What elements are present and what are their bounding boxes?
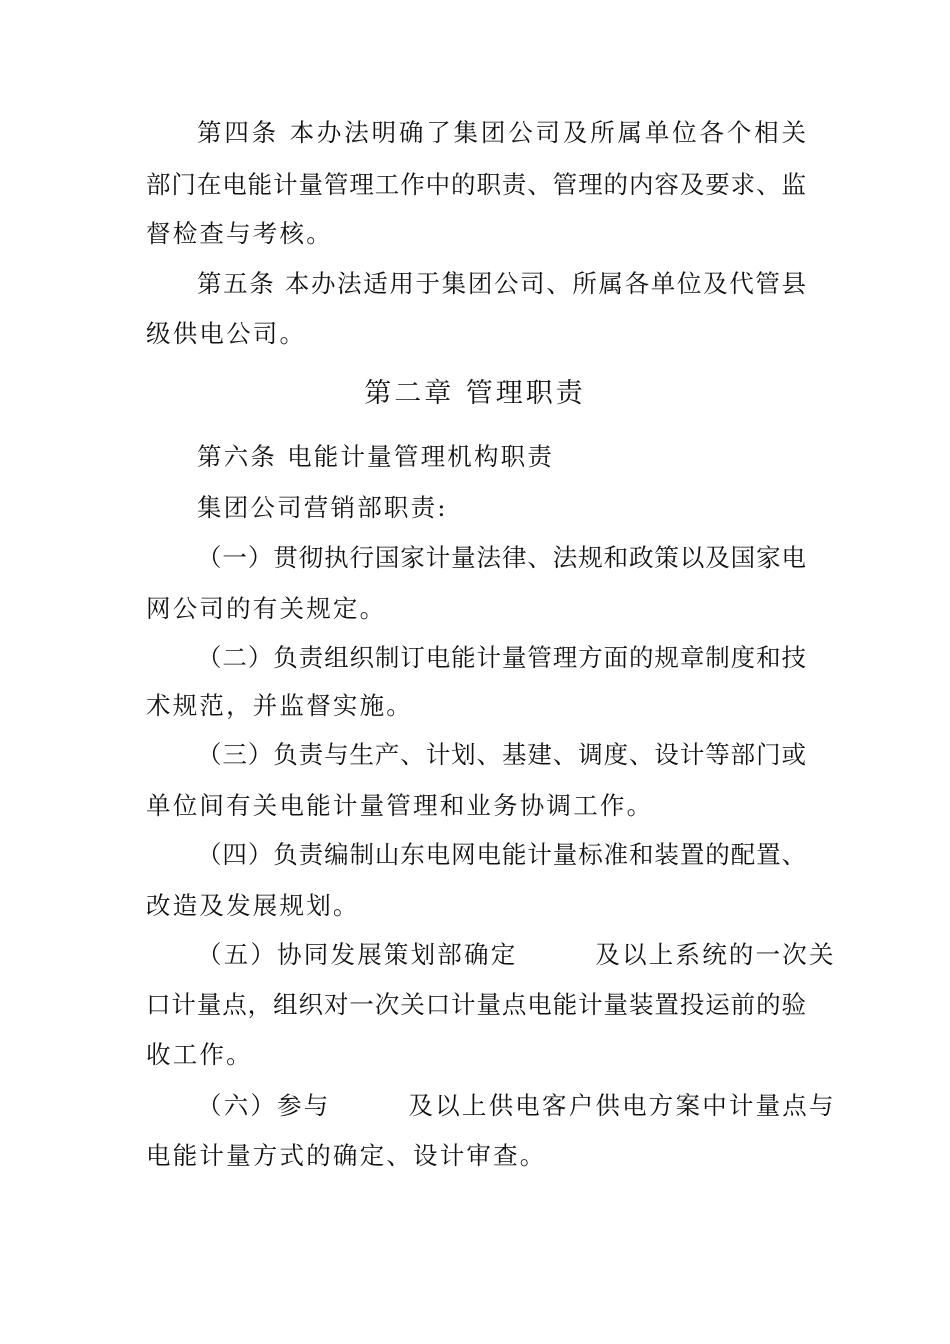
item6-line1-part-b: 及以上供电客户供电方案中计量点与 <box>408 1091 836 1120</box>
article6-heading: 第六条 电能计量管理机构职责 <box>197 442 555 471</box>
article5-line1: 第五条 本办法适用于集团公司、所属各单位及代管县 <box>197 269 806 298</box>
item3-line1: （三）负责与生产、计划、基建、调度、设计等部门或 <box>197 740 806 769</box>
item4-line1: （四）负责编制山东电网电能计量标准和装置的配置、 <box>197 840 806 869</box>
marketing-dept-duties: 集团公司营销部职责: <box>197 493 448 522</box>
article4-line1: 第四条 本办法明确了集团公司及所属单位各个相关 <box>197 118 806 147</box>
article4-line2: 部门在电能计量管理工作中的职责、管理的内容及要求、监 <box>146 170 806 199</box>
item2-line2: 术规范，并监督实施。 <box>146 691 413 720</box>
item1-line2: 网公司的有关规定。 <box>146 594 387 623</box>
item5-line1 <box>197 940 836 969</box>
item5-line1-part-a: （五）协同发展策划部确定 <box>197 940 518 969</box>
article4-line3: 督检查与考核。 <box>146 219 333 248</box>
article5-line2: 级供电公司。 <box>146 319 307 348</box>
chapter-title: 第二章 管理职责 <box>364 378 586 409</box>
item4-line2: 改造及发展规划。 <box>146 891 360 920</box>
item6-line1 <box>197 1091 836 1120</box>
item5-line1-part-b: 及以上系统的一次关 <box>595 940 836 969</box>
item5-line2: 口计量点，组织对一次关口计量点电能计量装置投运前的验 <box>146 990 806 1019</box>
item5-line3: 收工作。 <box>146 1040 253 1069</box>
item1-line1: （一）贯彻执行国家计量法律、法规和政策以及国家电 <box>197 543 806 572</box>
item3-line2: 单位间有关电能计量管理和业务协调工作。 <box>146 791 654 820</box>
item2-line1: （二）负责组织制订电能计量管理方面的规章制度和技 <box>197 643 806 672</box>
item6-line1-part-a: （六）参与 <box>197 1091 331 1120</box>
item6-line2: 电能计量方式的确定、设计审查。 <box>146 1141 547 1170</box>
